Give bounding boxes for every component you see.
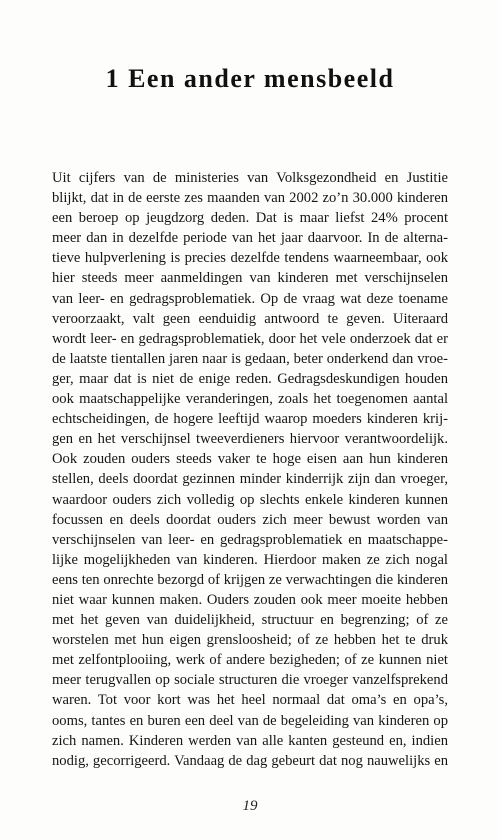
text-line: niet waar kunnen maken. Ouders zouden ook meer moeite hebben [52, 591, 448, 608]
text-line: waren. Tot voor kort was het heel normaal dat oma’s en opa’s, [52, 692, 448, 709]
text-line: ooms, tantes en buren een deel van de begeleiding van kinderen op [52, 712, 448, 729]
text-line: Ook zouden ouders steeds vaker te hoge eisen aan hun kinderen [52, 451, 448, 468]
text-line: van leer- en gedragsproblematiek. Op de vraag wat deze toename [52, 290, 448, 307]
text-line: wordt leer- en gedragsproblematiek, door het vele onderzoek dat er [52, 330, 448, 347]
text-line: ger, maar dat is niet de enige reden. Gedragsdeskundigen houden [52, 370, 448, 387]
text-line: eens ten onrechte bezorgd of krijgen ze verwachtingen die kinderen [52, 571, 448, 588]
text-line: een beroep op jeugdzorg deden. Dat is maar liefst 24% procent [52, 210, 448, 227]
text-line: meer dan in dezelfde periode van het jaar daarvoor. In de alterna- [52, 230, 448, 247]
text-line: echtscheidingen, de hogere leeftijd waarop moeders kinderen krij- [52, 411, 448, 428]
text-line: waardoor ouders zich volledig op slechts enkele kinderen kunnen [52, 491, 448, 508]
text-line: focussen en deels doordat ouders zich meer bewust worden van [52, 511, 448, 528]
text-line: lijke mogelijkheden van kinderen. Hierdoor maken ze zich nogal [52, 551, 448, 568]
text-line: zich namen. Kinderen werden van alle kanten gesteund en, indien [52, 732, 448, 749]
text-line: hier steeds meer aanmeldingen van kinderen met verschijnselen [52, 270, 448, 287]
text-line: meer terugvallen op sociale structuren die vroeger vanzelfsprekend [52, 672, 448, 689]
text-line: met het geven van duidelijkheid, structuur en begrenzing; of ze [52, 612, 448, 629]
text-line: tieve hulpverlening is precies dezelfde tendens waarneembaar, ook [52, 250, 448, 267]
text-line: nodig, gecorrigeerd. Vandaag de dag gebeurt dat nog nauwelijks en [52, 752, 448, 769]
text-line: verschijnselen van leer- en gedragsproblematiek en maatschappe- [52, 531, 448, 548]
body-paragraph [52, 168, 448, 771]
text-line: Uit cijfers van de ministeries van Volksgezondheid en Justitie [52, 170, 448, 186]
text-line: de laatste tientallen jaren naar is gedaan, beter onderkend dan vroe- [52, 350, 448, 367]
chapter-title: 1 Een ander mensbeeld [105, 64, 395, 93]
text-line: worstelen met hun eigen grensloosheid; of ze hebben het te druk [52, 632, 448, 649]
text-line: veroorzaakt, valt geen eenduidig antwoord te geven. Uiteraard [52, 310, 448, 327]
text-line: ook maatschappelijke veranderingen, zoals het toegenomen aantal [52, 391, 448, 408]
text-line: blijkt, dat in de eerste zes maanden van 2002 zo’n 30.000 kinderen [52, 190, 448, 207]
text-line: stellen, deels doordat gezinnen minder kinderrijk zijn dan vroeger, [52, 471, 448, 488]
page-number: 19 [242, 798, 258, 814]
text-line: met zelfontplooiing, werk of andere bezigheden; of ze kunnen niet [52, 652, 448, 669]
text-line: gen en het verschijnsel tweeverdieners hiervoor verantwoordelijk. [52, 431, 448, 448]
